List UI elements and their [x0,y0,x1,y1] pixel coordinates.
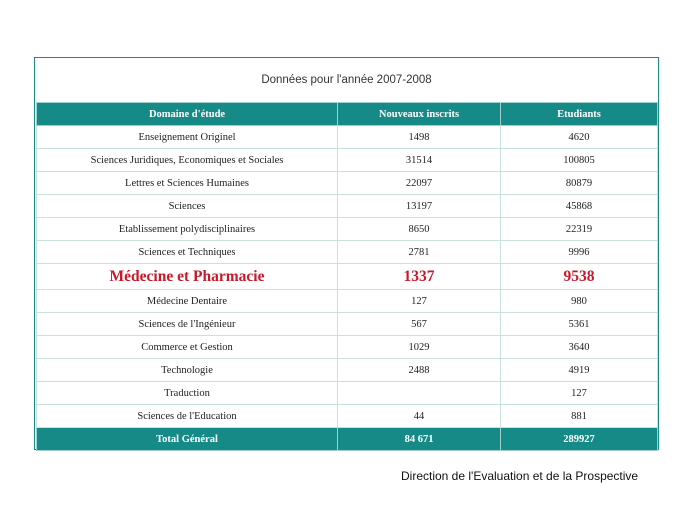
cell-nouveaux: 127 [338,290,501,313]
cell-nouveaux: 44 [338,405,501,428]
cell-etudiants: 3640 [501,336,658,359]
cell-nouveaux: 22097 [338,172,501,195]
cell-etudiants: 127 [501,382,658,405]
cell-domaine: Médecine Dentaire [37,290,338,313]
table-row [37,336,658,359]
cell-nouveaux: 8650 [338,218,501,241]
cell-etudiants: 881 [501,405,658,428]
column-header-domaine: Domaine d'étude [37,103,338,126]
cell-etudiants: 9996 [501,241,658,264]
table-header-row [37,103,658,126]
cell-domaine: Médecine et Pharmacie [37,264,338,290]
column-header-nouveaux: Nouveaux inscrits [338,103,501,126]
table-row [37,264,658,290]
table-caption: Données pour l'année 2007-2008 [261,74,432,86]
cell-domaine: Enseignement Originel [37,126,338,149]
cell-etudiants: 4620 [501,126,658,149]
cell-nouveaux: 13197 [338,195,501,218]
data-table [36,102,658,451]
cell-nouveaux: 31514 [338,149,501,172]
cell-domaine: Traduction [37,382,338,405]
cell-nouveaux: 2781 [338,241,501,264]
cell-etudiants: 4919 [501,359,658,382]
cell-nouveaux [338,382,501,405]
cell-domaine: Technologie [37,359,338,382]
data-table-frame [34,57,659,450]
table-row [37,313,658,336]
table-row [37,126,658,149]
table-row [37,241,658,264]
cell-etudiants: 100805 [501,149,658,172]
cell-domaine: Commerce et Gestion [37,336,338,359]
total-row [37,428,658,451]
cell-nouveaux: 1029 [338,336,501,359]
column-header-etudiants: Etudiants [501,103,658,126]
cell-etudiants: 980 [501,290,658,313]
table-body [37,126,658,428]
cell-nouveaux: 2488 [338,359,501,382]
total-etudiants: 289927 [501,428,658,451]
cell-etudiants: 22319 [501,218,658,241]
cell-nouveaux: 1498 [338,126,501,149]
cell-domaine: Sciences et Techniques [37,241,338,264]
footer-credit: Direction de l'Evaluation et de la Prospective [401,469,639,483]
cell-domaine: Sciences de l'Ingénieur [37,313,338,336]
cell-domaine: Lettres et Sciences Humaines [37,172,338,195]
cell-domaine: Sciences [37,195,338,218]
cell-domaine: Sciences de l'Education [37,405,338,428]
table-row [37,172,658,195]
cell-etudiants: 5361 [501,313,658,336]
table-row [37,218,658,241]
table-row [37,382,658,405]
total-label: Total Général [37,428,338,451]
table-row [37,405,658,428]
table-row [37,359,658,382]
total-nouveaux: 84 671 [338,428,501,451]
table-row [37,149,658,172]
cell-domaine: Etablissement polydisciplinaires [37,218,338,241]
cell-etudiants: 45868 [501,195,658,218]
table-row [37,290,658,313]
cell-domaine: Sciences Juridiques, Economiques et Sociales [37,149,338,172]
table-row [37,195,658,218]
cell-etudiants: 9538 [501,264,658,290]
cell-nouveaux: 567 [338,313,501,336]
cell-etudiants: 80879 [501,172,658,195]
cell-nouveaux: 1337 [338,264,501,290]
